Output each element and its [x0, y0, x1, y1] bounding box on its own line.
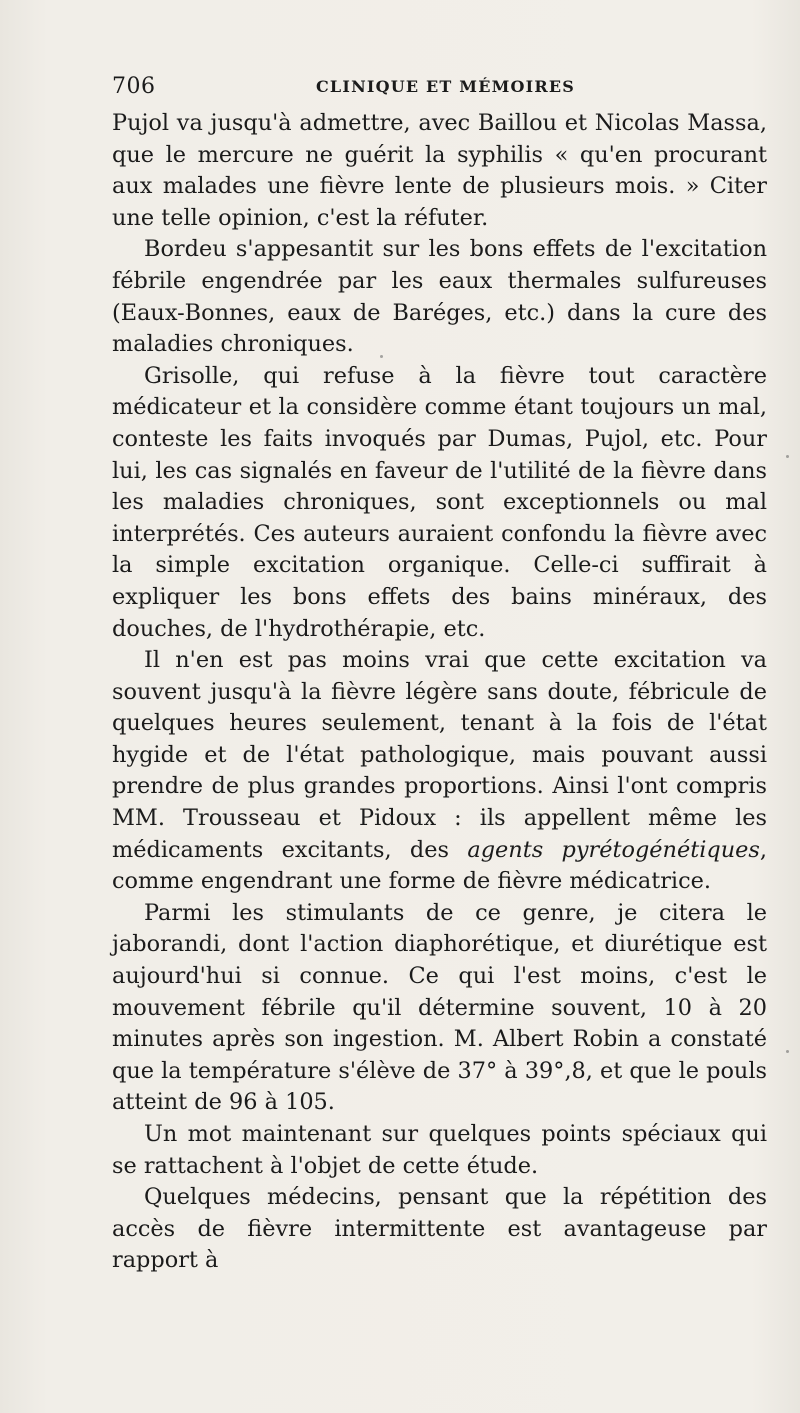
running-title: CLINIQUE ET MÉMOIRES	[316, 77, 575, 96]
paragraph-text: Il n'en est pas moins vrai que cette excitation va souvent jusqu'à la fièvre légère sans doute, fébricule de quelques heures seulement, tenant à la fois de l'état hygide et de l'état pathologique, mais pouvant aussi prendre de plus grandes proportions. Ainsi l'ont compris MM. Trousseau et Pidoux : ils appellent même les médicaments excitants, des	[112, 647, 767, 863]
paragraph: Pujol va jusqu'à admettre, avec Baillou et Nicolas Massa, que le mercure ne guérit la syphilis « qu'en procurant aux malades une fièvre lente de plusieurs mois. » Citer une telle opinion, c'est la réfuter.	[112, 110, 767, 231]
page-number: 706	[112, 74, 156, 99]
page-header	[112, 74, 767, 104]
paragraph: Grisolle, qui refuse à la fièvre tout caractère médicateur et la considère comme étant toujours un mal, conteste les faits invoqués par Dumas, Pujol, etc. Pour lui, les cas signalés en faveur de l'utilité de la fièvre dans les maladies chroniques, sont exceptionnels ou mal interprétés. Ces auteurs auraient confondu la fièvre avec la simple excitation organique. Celle-ci suffirait à expliquer les bons effets des bains minéraux, des douches, de l'hydrothérapie, etc.	[112, 362, 767, 642]
ink-speck	[380, 355, 383, 358]
body-text	[112, 108, 767, 1277]
ink-speck	[786, 455, 789, 458]
paragraph: Bordeu s'appesantit sur les bons effets de l'excitation fébrile engendrée par les eaux thermales sulfureuses (Eaux-Bonnes, eaux de Baréges, etc.) dans la cure des maladies chroniques.	[112, 236, 767, 358]
paragraph: Quelques médecins, pensant que la répétition des accès de fièvre intermittente est avantageuse par rapport à	[112, 1184, 767, 1274]
paragraph: Parmi les stimulants de ce genre, je citera le jaborandi, dont l'action diaphorétique, et diurétique est aujourd'hui si connue. Ce qui l'est moins, c'est le mouvement fébrile qu'il détermine souvent, 10 à 20 minutes après son ingestion. M. Albert Robin a constaté que la température s'élève de 37° à 39°,8, et que le pouls atteint de 96 à 105.	[112, 899, 767, 1116]
paragraph-text: , comme engendrant une forme de fièvre médicatrice.	[112, 836, 767, 895]
paragraph: Un mot maintenant sur quelques points spéciaux qui se rattachent à l'objet de cette étude.	[112, 1121, 767, 1179]
ink-speck	[786, 1050, 789, 1053]
paragraph	[112, 645, 767, 898]
italic-term: agents pyrétogénétiques	[467, 836, 760, 863]
